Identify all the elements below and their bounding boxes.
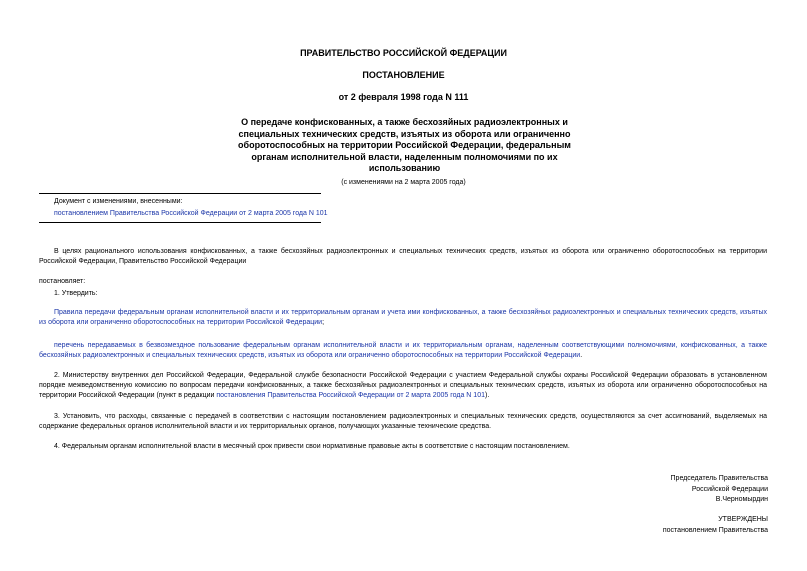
list-paragraph-end: .: [580, 352, 583, 359]
approved-heading: УТВЕРЖДЕНЫ: [718, 516, 768, 523]
resolves-paragraph: постановляет:: [39, 278, 86, 285]
divider-top: [39, 193, 321, 194]
changes-label: Документ с изменениями, внесенными:: [54, 198, 183, 205]
divider-bottom: [39, 222, 321, 223]
preamble-paragraph: В целях рационального использования конфискованных, а также бесхозяйных радиоэлектронных и специальных технических средств, изъятых из оборота или ограниченно оборотоспособных на территории Российской Федерации, Правительство Российской Федерации: [39, 248, 767, 265]
signatory-country: Российской Федерации: [691, 485, 768, 493]
item-2-amendment-link[interactable]: постановления Правительства Российской Федерации от 2 марта 2005 года N 101: [216, 392, 485, 399]
item-1-paragraph: 1. Утвердить:: [54, 290, 98, 297]
item-4-paragraph: 4. Федеральным органам исполнительной власти в месячный срок привести свои нормативные правовые акты в соответствие с настоящим постановлением.: [54, 443, 570, 450]
document-type: ПОСТАНОВЛЕНИЕ: [362, 70, 445, 80]
amendment-link[interactable]: постановлением Правительства Российской Федерации от 2 марта 2005 года N 101: [54, 210, 328, 217]
document-title: О передаче конфискованных, а также бесхозяйных радиоэлектронных и специальных технических средств, изъятых из оборота или ограниченно оборотоспособных на территории Российской Федерации, федеральным органам исполнительной власти, наделенным полномочиями по их использованию: [238, 117, 571, 173]
signatory-name: В.Черномырдин: [715, 496, 768, 503]
approved-by: постановлением Правительства: [662, 526, 768, 534]
document-date-number: от 2 февраля 1998 года N 111: [338, 92, 469, 102]
list-link[interactable]: перечень передаваемых в безвозмездное пользование федеральным органам исполнительной власти и их территориальным органам, наделенным соответствующими полномочиями, конфискованных, а также бесхозяйных радиоэлектронных и специальных технических средств, изъятых из оборота или ограниченно оборотоспособных на территории Российской Федерации: [39, 342, 767, 359]
signatory-title: Председатель Правительства: [670, 475, 768, 482]
item-3-paragraph: 3. Установить, что расходы, связанные с передачей в соответствии с настоящим постановлением радиоэлектронных и специальных технических средств, осуществляются за счет ассигнований, выделяемых на содержание федеральных органов исполнительной власти и их территориальных органов, получающих указанные технические средства.: [39, 413, 767, 430]
rules-paragraph-end: ;: [322, 319, 325, 326]
issuing-authority: ПРАВИТЕЛЬСТВО РОССИЙСКОЙ ФЕДЕРАЦИИ: [300, 48, 507, 58]
item-2-paragraph: [39, 371, 767, 401]
rules-link[interactable]: Правила передачи федеральным органам исполнительной власти и их территориальным органам и учета ими конфискованных, а также бесхозяйных радиоэлектронных и специальных технических средств, изъятых из оборота или ограниченно оборотоспособных на территории Российской Федерации: [39, 309, 767, 326]
signature-block: [671, 474, 768, 506]
item-2-text: 2. Министерству внутренних дел Российской Федерации, Федеральной службе безопасности Российской Федерации с участием Федеральной службы охраны Российской Федерации образовать в установленном порядке межведомственную комиссию по вопросам передачи конфискованных, а также бесхозяйных радиоэлектронных и специальных технических средств, изъятых из оборота или ограниченно оборотоспособных на территории Российской Федерации (пункт в редакции: [39, 372, 767, 399]
approved-block: [663, 515, 768, 536]
rules-paragraph: [39, 308, 767, 328]
list-paragraph: [39, 341, 767, 361]
edition-note: (с изменениями на 2 марта 2005 года): [341, 179, 466, 186]
item-2-end: ).: [484, 392, 490, 399]
